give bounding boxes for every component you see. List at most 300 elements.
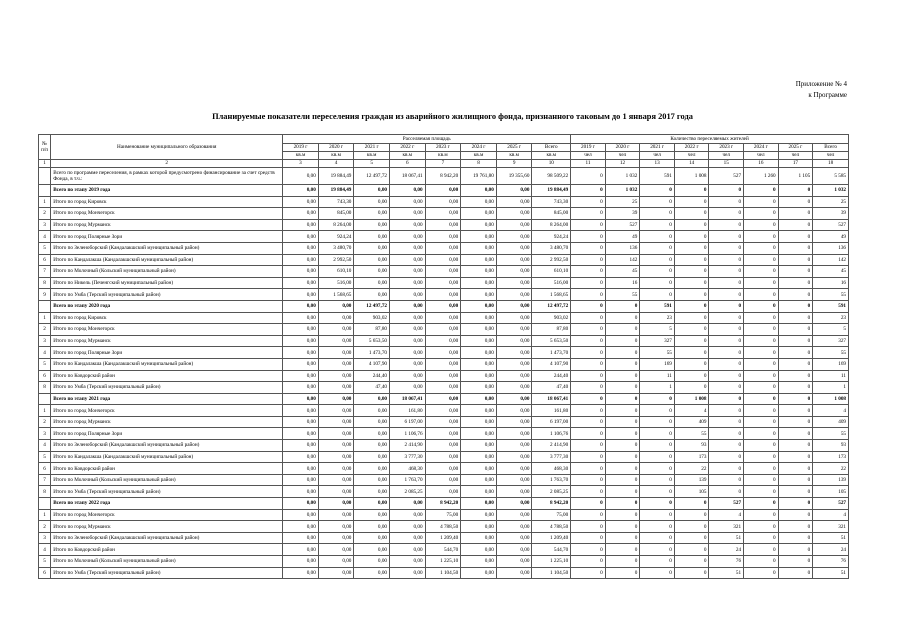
area-value-cell: 0,00 — [283, 440, 319, 452]
area-value-cell: 18 067,41 — [390, 168, 426, 185]
row-number: 4 — [39, 347, 51, 359]
area-value-cell: 0,00 — [496, 544, 532, 556]
area-value-cell: 0,00 — [354, 416, 390, 428]
people-value-cell: 76 — [709, 556, 744, 568]
area-value-cell: 0,00 — [354, 277, 390, 289]
people-value-cell: 0 — [778, 521, 813, 533]
area-value-cell: 610,10 — [532, 266, 571, 278]
table-row — [39, 521, 849, 533]
area-value-cell: 0,00 — [318, 474, 354, 486]
area-value-cell: 0,00 — [318, 382, 354, 394]
people-value-cell: 0 — [640, 544, 675, 556]
municipality-name: Итого по город Кировск — [51, 196, 283, 208]
people-value-cell: 0 — [640, 289, 675, 301]
people-value-cell: 0 — [640, 208, 675, 220]
people-value-cell: 0 — [674, 324, 709, 336]
people-value-cell: 0 — [571, 324, 606, 336]
area-value-cell: 0,00 — [283, 196, 319, 208]
table-row — [39, 451, 849, 463]
area-value-cell: 0,00 — [425, 451, 461, 463]
people-value-cell: 0 — [744, 300, 779, 312]
people-value-cell: 0 — [605, 335, 640, 347]
area-value-cell: 0,00 — [461, 474, 497, 486]
people-value-cell: 591 — [640, 300, 675, 312]
people-value-cell: 1 008 — [674, 393, 709, 405]
area-value-cell: 2 992,50 — [532, 254, 571, 266]
area-value-cell: 0,00 — [390, 196, 426, 208]
header-unit-cell: чел — [744, 152, 779, 160]
people-value-cell: 1 032 — [605, 185, 640, 197]
people-value-cell: 55 — [813, 347, 849, 359]
area-value-cell: 1 225,10 — [532, 556, 571, 568]
row-number: 4 — [39, 231, 51, 243]
people-value-cell: 0 — [674, 544, 709, 556]
municipality-name: Итого по город Мурманск — [51, 416, 283, 428]
area-value-cell: 0,00 — [283, 185, 319, 197]
people-value-cell: 1 260 — [744, 168, 779, 185]
people-value-cell: 0 — [605, 509, 640, 521]
area-value-cell: 468,30 — [390, 463, 426, 475]
header-unit-cell: чел — [605, 152, 640, 160]
area-value-cell: 0,00 — [354, 242, 390, 254]
table-row — [39, 289, 849, 301]
area-value-cell: 0,00 — [354, 196, 390, 208]
header-unit-cell: чел — [571, 152, 606, 160]
people-value-cell: 0 — [744, 393, 779, 405]
people-value-cell: 22 — [813, 463, 849, 475]
people-value-cell: 105 — [674, 486, 709, 498]
area-value-cell: 544,70 — [425, 544, 461, 556]
people-value-cell: 0 — [571, 208, 606, 220]
people-value-cell: 0 — [709, 451, 744, 463]
area-value-cell: 0,00 — [496, 486, 532, 498]
people-value-cell: 0 — [605, 370, 640, 382]
header-year-cell: 2025 г — [496, 144, 532, 152]
area-value-cell: 0,00 — [496, 347, 532, 359]
area-value-cell: 0,00 — [461, 254, 497, 266]
people-value-cell: 0 — [605, 521, 640, 533]
people-value-cell: 0 — [605, 300, 640, 312]
area-value-cell: 6 197,00 — [390, 416, 426, 428]
area-value-cell: 0,00 — [461, 393, 497, 405]
row-number: 5 — [39, 242, 51, 254]
appendix-ref: к Программе — [808, 91, 847, 99]
people-value-cell: 0 — [778, 289, 813, 301]
people-value-cell: 1 105 — [778, 168, 813, 185]
people-value-cell: 0 — [605, 358, 640, 370]
header-number-cell: 9 — [496, 160, 532, 168]
header-year-cell: 2022 г — [674, 144, 709, 152]
area-value-cell: 0,00 — [283, 532, 319, 544]
area-value-cell: 0,00 — [390, 521, 426, 533]
people-value-cell: 527 — [813, 219, 849, 231]
area-value-cell: 0,00 — [318, 405, 354, 417]
area-value-cell: 0,00 — [283, 463, 319, 475]
people-value-cell: 0 — [571, 567, 606, 579]
area-value-cell: 0,00 — [496, 242, 532, 254]
header-number-cell: 1 — [39, 160, 51, 168]
people-value-cell: 0 — [778, 312, 813, 324]
area-value-cell: 0,00 — [318, 416, 354, 428]
area-value-cell: 0,00 — [283, 312, 319, 324]
area-value-cell: 1 104,50 — [425, 567, 461, 579]
people-value-cell: 55 — [813, 289, 849, 301]
row-number: 5 — [39, 358, 51, 370]
header-number-cell: 15 — [709, 160, 744, 168]
municipality-name: Итого по город Кировск — [51, 312, 283, 324]
municipality-name: Итого по Зеленоборский (Кандалакшский муниципальный район) — [51, 440, 283, 452]
people-value-cell: 0 — [605, 498, 640, 510]
area-value-cell: 0,00 — [283, 486, 319, 498]
area-value-cell: 161,80 — [390, 405, 426, 417]
people-value-cell: 39 — [813, 208, 849, 220]
area-value-cell: 0,00 — [390, 231, 426, 243]
municipality-name: Итого по город Мончегорск — [51, 208, 283, 220]
people-value-cell: 0 — [605, 440, 640, 452]
people-value-cell: 173 — [674, 451, 709, 463]
area-value-cell: 0,00 — [425, 277, 461, 289]
people-value-cell: 0 — [640, 277, 675, 289]
table-row — [39, 509, 849, 521]
area-value-cell: 0,00 — [283, 168, 319, 185]
area-value-cell: 47,40 — [532, 382, 571, 394]
row-number: 7 — [39, 266, 51, 278]
people-value-cell: 0 — [744, 405, 779, 417]
people-value-cell: 527 — [709, 168, 744, 185]
area-value-cell: 0,00 — [425, 405, 461, 417]
area-value-cell: 1 104,50 — [532, 567, 571, 579]
area-value-cell: 0,00 — [354, 544, 390, 556]
header-unit-cell: кв.м — [461, 152, 497, 160]
area-value-cell: 5 653,50 — [354, 335, 390, 347]
municipality-name: Всего по программе переселения, в рамках которой предусмотрено финансирование за счет средств Фонда, в т.ч.: — [51, 168, 283, 185]
people-value-cell: 0 — [744, 335, 779, 347]
area-value-cell: 0,00 — [496, 532, 532, 544]
people-value-cell: 0 — [744, 463, 779, 475]
area-value-cell: 0,00 — [461, 509, 497, 521]
people-value-cell: 0 — [709, 405, 744, 417]
municipality-name: Итого по город Полярные Зори — [51, 428, 283, 440]
area-value-cell: 0,00 — [461, 382, 497, 394]
people-value-cell: 0 — [778, 196, 813, 208]
area-value-cell: 19 355,60 — [496, 168, 532, 185]
people-value-cell: 0 — [778, 358, 813, 370]
area-value-cell: 0,00 — [425, 185, 461, 197]
people-value-cell: 0 — [709, 196, 744, 208]
area-value-cell: 8 942,20 — [532, 498, 571, 510]
area-value-cell: 0,00 — [318, 532, 354, 544]
people-value-cell: 0 — [674, 335, 709, 347]
people-value-cell: 0 — [778, 440, 813, 452]
area-value-cell: 0,00 — [461, 370, 497, 382]
people-value-cell: 105 — [813, 486, 849, 498]
people-value-cell: 0 — [709, 347, 744, 359]
people-value-cell: 25 — [813, 196, 849, 208]
header-year-cell: 2023 г — [425, 144, 461, 152]
header-year-cell: Всего — [813, 144, 849, 152]
people-value-cell: 169 — [813, 358, 849, 370]
table-row — [39, 312, 849, 324]
people-value-cell: 0 — [744, 219, 779, 231]
people-value-cell: 0 — [674, 347, 709, 359]
table-row — [39, 440, 849, 452]
people-value-cell: 0 — [605, 532, 640, 544]
header-number-cell: 4 — [318, 160, 354, 168]
people-value-cell: 0 — [778, 428, 813, 440]
area-value-cell: 8 264,00 — [532, 219, 571, 231]
area-value-cell: 0,00 — [461, 451, 497, 463]
municipality-name: Итого по Зеленоборский (Кандалакшский муниципальный район) — [51, 532, 283, 544]
municipality-name: Итого по город Мурманск — [51, 335, 283, 347]
area-value-cell: 0,00 — [390, 556, 426, 568]
area-value-cell: 161,80 — [532, 405, 571, 417]
people-value-cell: 0 — [709, 312, 744, 324]
municipality-name: Всего по этапу 2020 года — [51, 300, 283, 312]
area-value-cell: 12 497,72 — [354, 168, 390, 185]
header-unit-cell: чел — [709, 152, 744, 160]
row-number: 6 — [39, 463, 51, 475]
people-value-cell: 0 — [744, 486, 779, 498]
municipality-name: Всего по этапу 2021 года — [51, 393, 283, 405]
area-value-cell: 19 761,80 — [461, 168, 497, 185]
header-unit-cell: кв.м — [390, 152, 426, 160]
people-value-cell: 0 — [709, 382, 744, 394]
area-value-cell: 0,00 — [283, 208, 319, 220]
header-year-cell: 2023 г — [709, 144, 744, 152]
area-value-cell: 0,00 — [496, 567, 532, 579]
area-value-cell: 0,00 — [283, 567, 319, 579]
people-value-cell: 76 — [813, 556, 849, 568]
people-value-cell: 1 008 — [674, 168, 709, 185]
area-value-cell: 0,00 — [496, 277, 532, 289]
people-value-cell: 0 — [571, 370, 606, 382]
people-value-cell: 0 — [605, 428, 640, 440]
area-value-cell: 0,00 — [283, 347, 319, 359]
people-value-cell: 0 — [571, 168, 606, 185]
area-value-cell: 1 106,76 — [390, 428, 426, 440]
people-value-cell: 0 — [605, 463, 640, 475]
people-value-cell: 0 — [709, 219, 744, 231]
area-value-cell: 0,00 — [425, 289, 461, 301]
table-row — [39, 428, 849, 440]
area-value-cell: 4 788,50 — [532, 521, 571, 533]
table-row — [39, 196, 849, 208]
area-value-cell: 12 497,72 — [354, 300, 390, 312]
people-value-cell: 0 — [744, 451, 779, 463]
people-value-cell: 0 — [744, 509, 779, 521]
table-row — [39, 208, 849, 220]
people-value-cell: 0 — [571, 254, 606, 266]
people-value-cell: 0 — [640, 474, 675, 486]
area-value-cell: 0,00 — [425, 370, 461, 382]
people-value-cell: 0 — [640, 416, 675, 428]
people-value-cell: 321 — [709, 521, 744, 533]
area-value-cell: 0,00 — [283, 382, 319, 394]
row-number: 2 — [39, 324, 51, 336]
municipality-name: Итого по Умба (Терский муниципальный район) — [51, 382, 283, 394]
people-value-cell: 0 — [744, 231, 779, 243]
municipality-name: Итого по Ковдорский район — [51, 544, 283, 556]
area-value-cell: 0,00 — [496, 405, 532, 417]
people-value-cell: 24 — [813, 544, 849, 556]
people-value-cell: 0 — [674, 242, 709, 254]
area-value-cell: 0,00 — [354, 486, 390, 498]
area-value-cell: 0,00 — [425, 254, 461, 266]
people-value-cell: 5 585 — [813, 168, 849, 185]
area-value-cell: 1 568,65 — [532, 289, 571, 301]
people-value-cell: 0 — [674, 289, 709, 301]
area-value-cell: 0,00 — [283, 277, 319, 289]
municipality-name: Итого по Молочный (Кольский муниципальный район) — [51, 556, 283, 568]
people-value-cell: 0 — [674, 521, 709, 533]
area-value-cell: 0,00 — [461, 300, 497, 312]
area-value-cell: 0,00 — [461, 463, 497, 475]
area-value-cell: 0,00 — [318, 324, 354, 336]
people-value-cell: 136 — [605, 242, 640, 254]
header-unit-cell: кв.м — [283, 152, 319, 160]
area-value-cell: 8 942,20 — [425, 498, 461, 510]
people-value-cell: 0 — [744, 428, 779, 440]
header-year-cell: 2024 г — [744, 144, 779, 152]
people-value-cell: 0 — [571, 219, 606, 231]
area-value-cell: 903,02 — [354, 312, 390, 324]
people-value-cell: 4 — [709, 509, 744, 521]
people-value-cell: 55 — [640, 347, 675, 359]
people-value-cell: 0 — [744, 567, 779, 579]
municipality-name: Итого по Умба (Терский муниципальный район) — [51, 567, 283, 579]
area-value-cell: 244,40 — [354, 370, 390, 382]
row-number — [39, 300, 51, 312]
area-value-cell: 0,00 — [461, 289, 497, 301]
people-value-cell: 0 — [778, 556, 813, 568]
document-title: Планируемые показатели переселения граждан из аварийного жилищного фонда, признанного таковым до 1 января 2017 года — [212, 112, 693, 121]
people-value-cell: 0 — [605, 556, 640, 568]
row-number: 1 — [39, 509, 51, 521]
area-value-cell: 0,00 — [283, 289, 319, 301]
area-value-cell: 0,00 — [461, 335, 497, 347]
area-value-cell: 516,00 — [532, 277, 571, 289]
people-value-cell: 0 — [709, 300, 744, 312]
area-value-cell: 87,80 — [354, 324, 390, 336]
municipality-name: Итого по Ковдорский район — [51, 463, 283, 475]
people-value-cell: 0 — [778, 382, 813, 394]
row-number: 8 — [39, 486, 51, 498]
people-value-cell: 0 — [640, 185, 675, 197]
municipality-name: Итого по город Полярные Зори — [51, 231, 283, 243]
people-value-cell: 0 — [571, 405, 606, 417]
people-value-cell: 0 — [640, 254, 675, 266]
area-value-cell: 1 473,70 — [532, 347, 571, 359]
area-value-cell: 0,00 — [390, 567, 426, 579]
header-year-cell: 2019 г — [571, 144, 606, 152]
people-value-cell: 0 — [571, 277, 606, 289]
area-value-cell: 0,00 — [318, 312, 354, 324]
header-year-cell: 2024 г — [461, 144, 497, 152]
area-value-cell: 0,00 — [461, 196, 497, 208]
area-value-cell: 0,00 — [461, 486, 497, 498]
people-value-cell: 0 — [640, 498, 675, 510]
table-row — [39, 358, 849, 370]
area-value-cell: 1 473,70 — [354, 347, 390, 359]
area-value-cell: 0,00 — [496, 300, 532, 312]
area-value-cell: 0,00 — [425, 324, 461, 336]
area-value-cell: 0,00 — [496, 440, 532, 452]
area-value-cell: 0,00 — [496, 231, 532, 243]
people-value-cell: 0 — [778, 405, 813, 417]
people-value-cell: 0 — [674, 358, 709, 370]
area-value-cell: 0,00 — [425, 428, 461, 440]
people-value-cell: 0 — [571, 428, 606, 440]
area-value-cell: 47,40 — [354, 382, 390, 394]
area-value-cell: 0,00 — [390, 242, 426, 254]
area-value-cell: 75,00 — [532, 509, 571, 521]
people-value-cell: 25 — [605, 196, 640, 208]
area-value-cell: 0,00 — [318, 335, 354, 347]
area-value-cell: 0,00 — [425, 440, 461, 452]
area-value-cell: 0,00 — [318, 451, 354, 463]
area-value-cell: 1 225,10 — [425, 556, 461, 568]
people-value-cell: 0 — [640, 405, 675, 417]
header-unit-cell: кв.м — [496, 152, 532, 160]
table-row — [39, 347, 849, 359]
area-value-cell: 0,00 — [390, 312, 426, 324]
area-value-cell: 0,00 — [390, 185, 426, 197]
municipality-name: Итого по город Полярные Зори — [51, 347, 283, 359]
people-value-cell: 0 — [709, 289, 744, 301]
header-number-cell: 10 — [532, 160, 571, 168]
area-value-cell: 8 942,20 — [425, 168, 461, 185]
people-value-cell: 0 — [605, 474, 640, 486]
people-value-cell: 4 — [813, 509, 849, 521]
area-value-cell: 18 067,41 — [390, 393, 426, 405]
people-value-cell: 169 — [640, 358, 675, 370]
people-value-cell: 0 — [605, 416, 640, 428]
municipality-name: Итого по Никель (Печенгский муниципальный район) — [51, 277, 283, 289]
people-value-cell: 409 — [813, 416, 849, 428]
municipality-name: Итого по город Мурманск — [51, 521, 283, 533]
area-value-cell: 0,00 — [283, 428, 319, 440]
people-value-cell: 0 — [744, 521, 779, 533]
municipality-name: Итого по Молочный (Кольский муниципальный район) — [51, 474, 283, 486]
area-value-cell: 0,00 — [283, 474, 319, 486]
people-value-cell: 409 — [674, 416, 709, 428]
area-value-cell: 0,00 — [283, 300, 319, 312]
people-value-cell: 0 — [778, 532, 813, 544]
area-value-cell: 0,00 — [496, 266, 532, 278]
area-value-cell: 0,00 — [461, 428, 497, 440]
area-value-cell: 3 777,30 — [532, 451, 571, 463]
people-value-cell: 22 — [674, 463, 709, 475]
people-value-cell: 321 — [813, 521, 849, 533]
municipality-name: Итого по Кандалакша (Кандалакшский муниципальный район) — [51, 358, 283, 370]
header-name: Наименование муниципального образования — [51, 135, 283, 160]
area-value-cell: 0,00 — [354, 521, 390, 533]
people-value-cell: 51 — [813, 567, 849, 579]
area-value-cell: 0,00 — [354, 428, 390, 440]
people-value-cell: 0 — [778, 416, 813, 428]
people-value-cell: 0 — [709, 440, 744, 452]
area-value-cell: 0,00 — [496, 196, 532, 208]
people-value-cell: 0 — [744, 347, 779, 359]
people-value-cell: 0 — [744, 312, 779, 324]
people-value-cell: 0 — [571, 521, 606, 533]
people-value-cell: 49 — [813, 231, 849, 243]
header-unit-cell: чел — [640, 152, 675, 160]
people-value-cell: 0 — [674, 185, 709, 197]
row-number — [39, 498, 51, 510]
people-value-cell: 5 — [640, 324, 675, 336]
people-value-cell: 0 — [674, 370, 709, 382]
